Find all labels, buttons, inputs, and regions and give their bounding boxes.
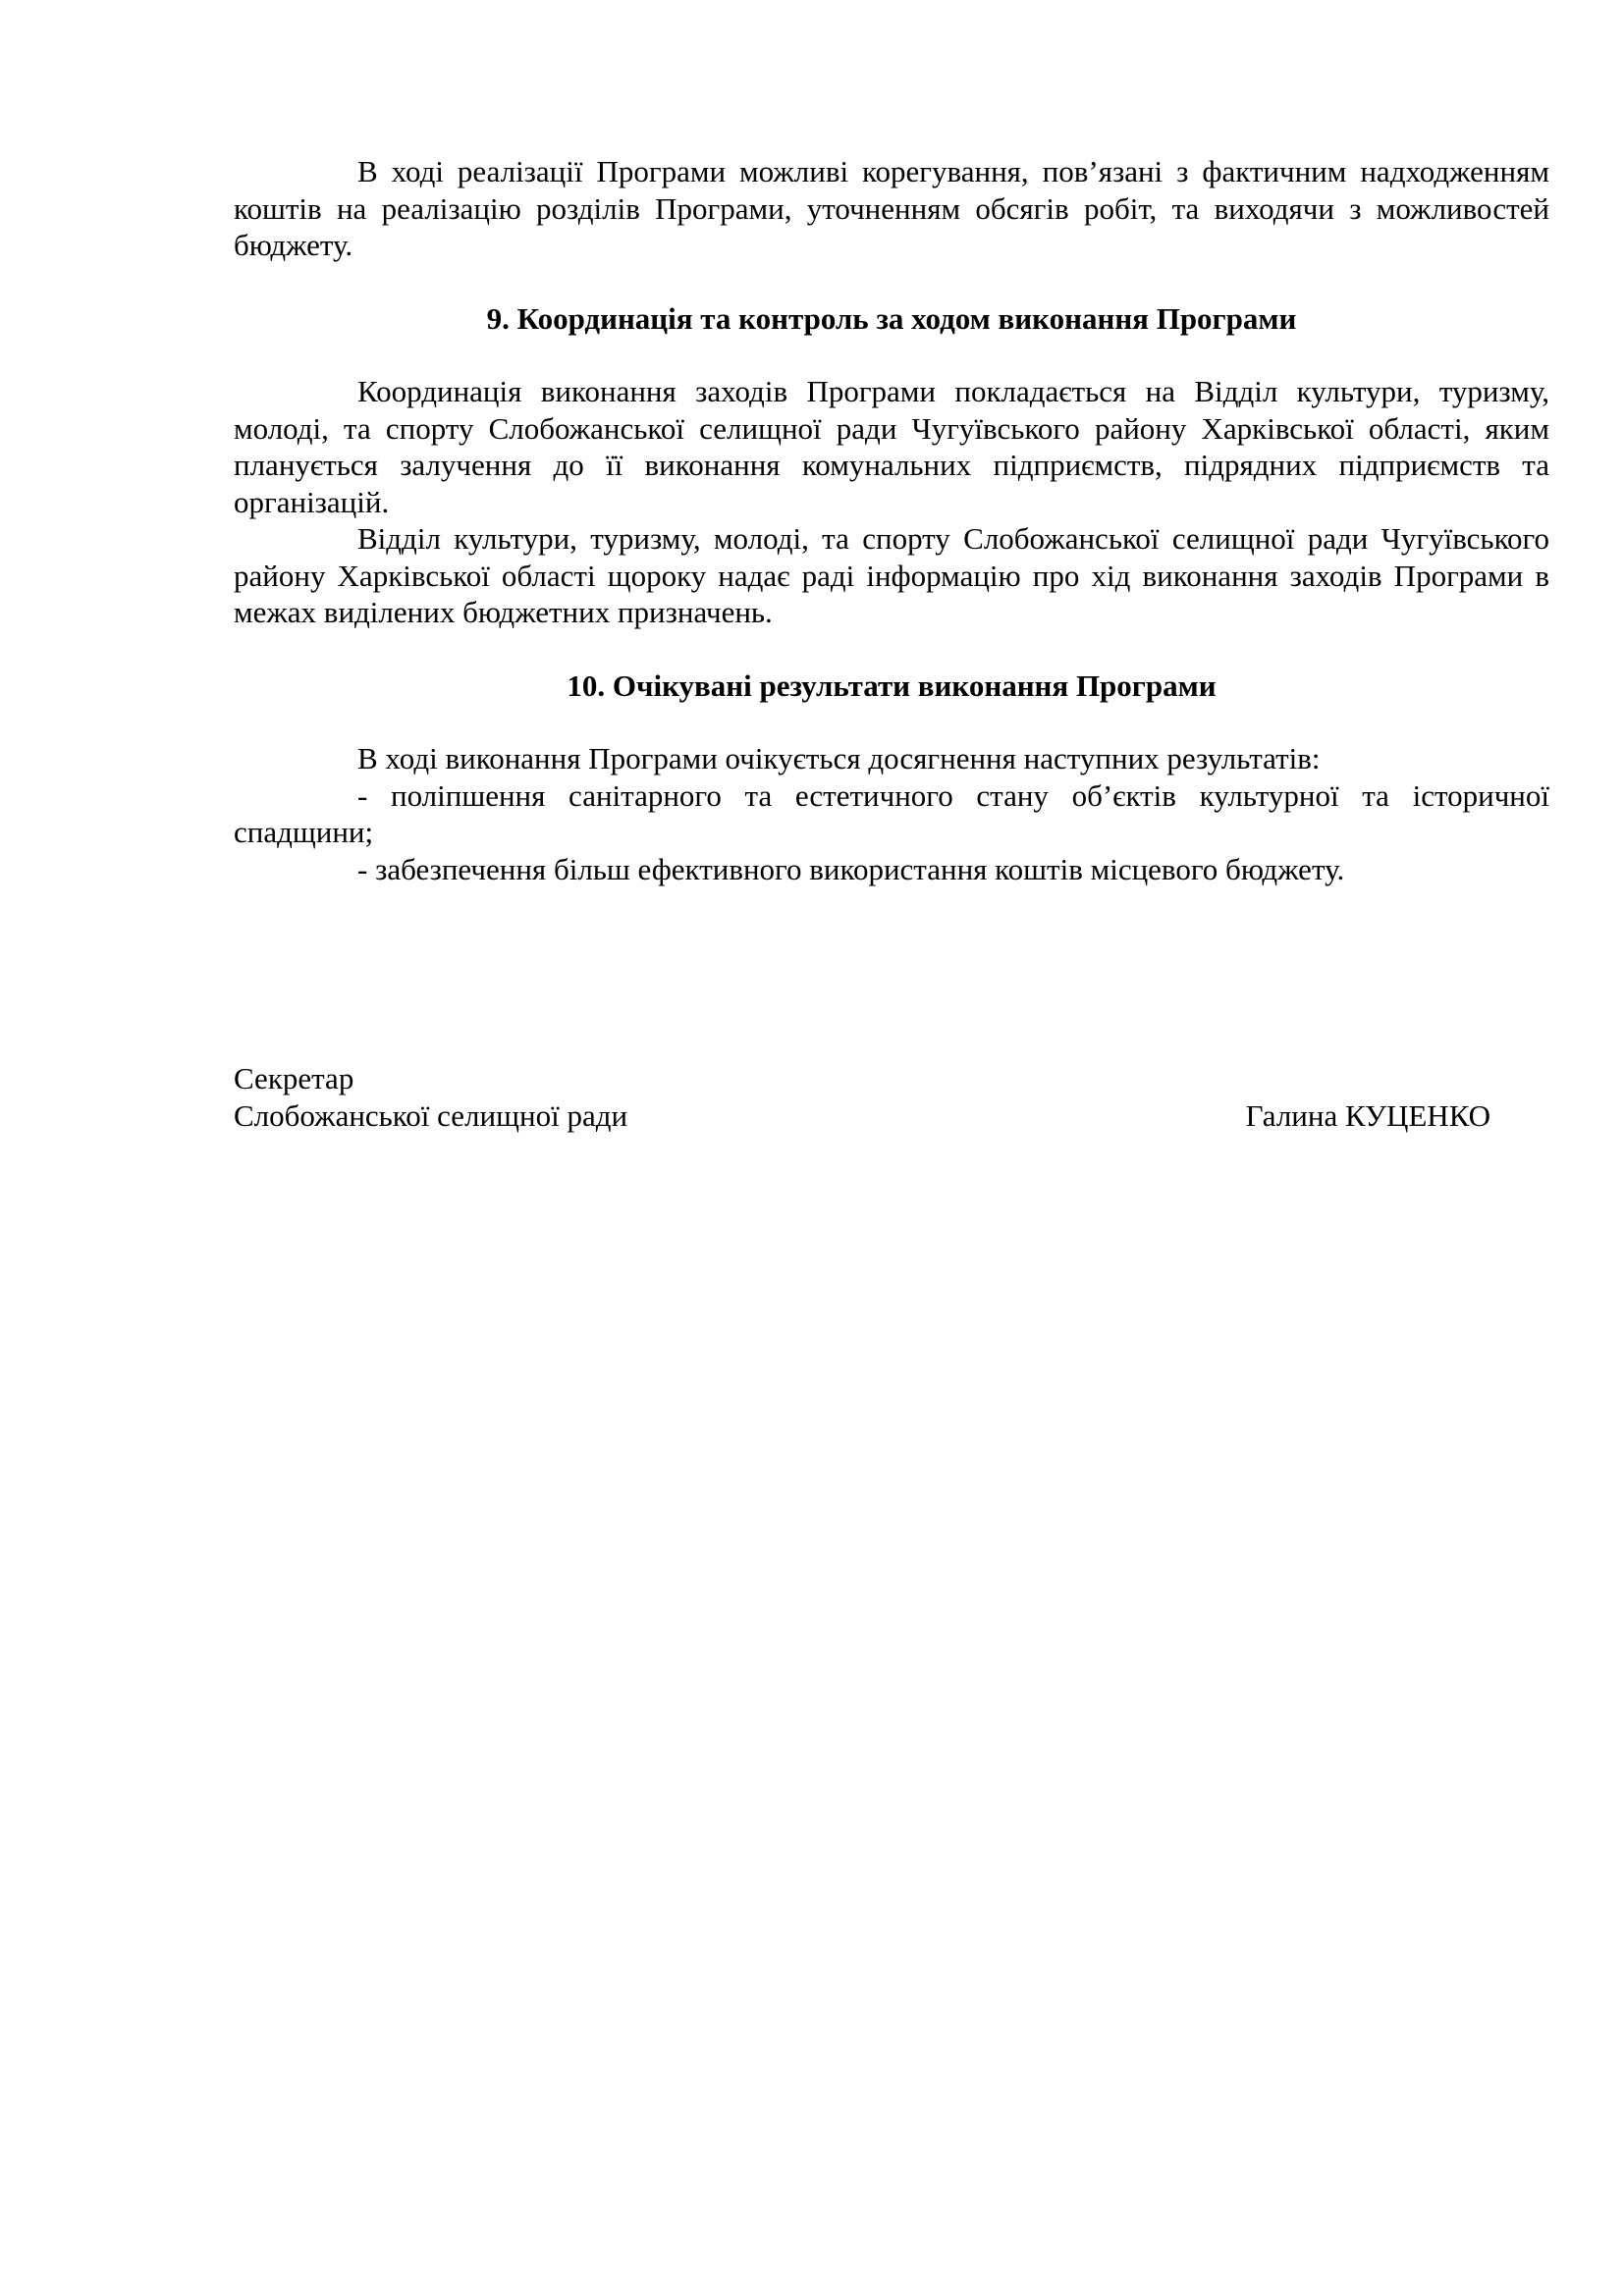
signature-title-line-2: Слобожанської селищної ради (234, 1097, 628, 1133)
section10-heading: 10. Очікувані результати виконання Програми (567, 667, 1217, 703)
section9-paragraph-1: Координація виконання заходів Програми покладається на Відділ культури, туризму, молоді, та спорту Слобожанської селищної ради Чугуївського району Харківської області, яким планується залучення до її виконання комунальних підприємств, підрядних підприємств та організацій. (234, 374, 1549, 519)
section10-intro: В ході виконання Програми очікується досягнення наступних результатів: (357, 741, 1321, 775)
section10-item-2: - забезпечення більш ефективного використання коштів місцевого бюджету. (357, 851, 1345, 886)
signature-title-line-1: Секретар (234, 1061, 354, 1095)
section10-item-1: - поліпшення санітарного та естетичного стану об’єктів культурної та історичної спадщини; (234, 777, 1549, 849)
document-body (234, 153, 1549, 887)
signature-block (234, 1060, 1490, 1134)
signature-name: Галина КУЦЕНКО (1245, 1097, 1490, 1133)
section8-paragraph: В ході реалізації Програми можливі корегування, пов’язані з фактичним надходженням коштів на реалізацію розділів Програми, уточненням обсягів робіт, та виходячи з можливостей бюджету. (234, 154, 1549, 262)
section9-paragraph-2: Відділ культури, туризму, молоді, та спорту Слобожанської селищної ради Чугуївського району Харківської області щороку надає раді інформацію про хід виконання заходів Програми в межах виділених бюджетних призначень. (234, 521, 1549, 629)
signature-row (234, 1097, 1490, 1135)
section9-heading: 9. Координація та контроль за ходом виконання Програми (486, 300, 1297, 336)
